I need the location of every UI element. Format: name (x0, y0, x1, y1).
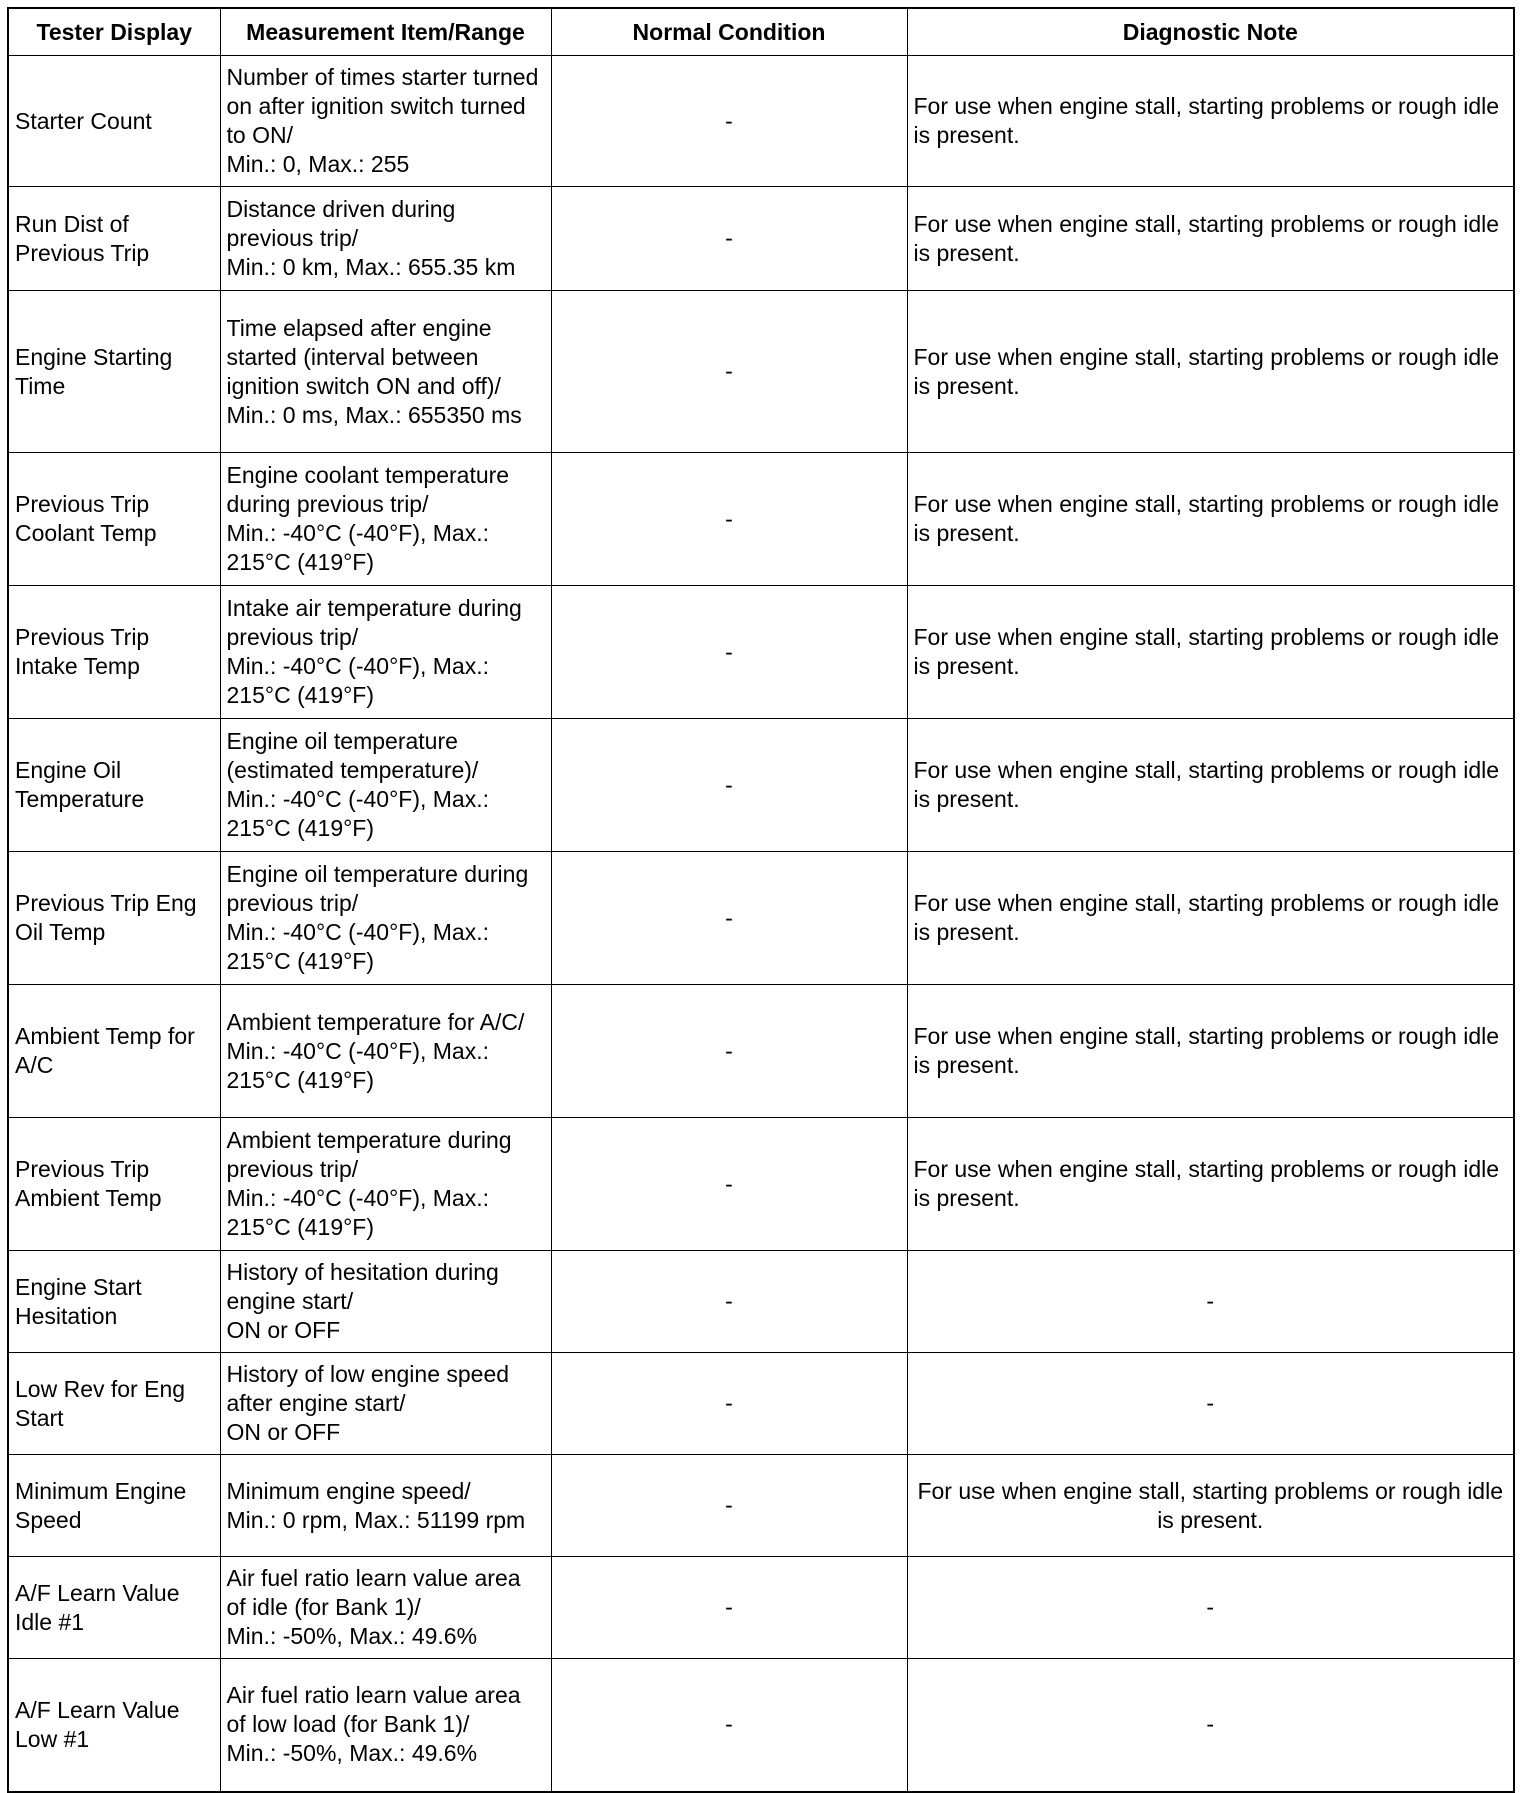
diagnostic-note-cell: For use when engine stall, starting problems or rough idle is present. (907, 187, 1514, 291)
normal-condition-cell: - (551, 1659, 907, 1792)
header-normal-condition: Normal Condition (551, 8, 907, 56)
tester-display-cell: Minimum Engine Speed (8, 1455, 220, 1557)
normal-condition-cell: - (551, 187, 907, 291)
measurement-range-cell: Ambient temperature for A/C/ Min.: -40°C (-40°F), Max.: 215°C (419°F) (220, 985, 551, 1118)
normal-condition-cell: - (551, 985, 907, 1118)
table-row (8, 852, 1514, 985)
table-row (8, 1659, 1514, 1792)
tester-display-cell: Engine Starting Time (8, 291, 220, 453)
measurement-range-cell: Time elapsed after engine started (interval between ignition switch ON and off)/ Min.: 0 ms, Max.: 655350 ms (220, 291, 551, 453)
diagnostic-note-cell: - (907, 1353, 1514, 1455)
table-row (8, 187, 1514, 291)
normal-condition-cell: - (551, 56, 907, 187)
diagnostic-note-cell: For use when engine stall, starting problems or rough idle is present. (907, 291, 1514, 453)
measurement-range-cell: Distance driven during previous trip/ Min.: 0 km, Max.: 655.35 km (220, 187, 551, 291)
normal-condition-cell: - (551, 719, 907, 852)
measurement-range-cell: Intake air temperature during previous trip/ Min.: -40°C (-40°F), Max.: 215°C (419°F) (220, 586, 551, 719)
table-row (8, 1118, 1514, 1251)
normal-condition-cell: - (551, 1455, 907, 1557)
table-header-row (8, 8, 1514, 56)
measurement-range-cell: Number of times starter turned on after ignition switch turned to ON/ Min.: 0, Max.: 255 (220, 56, 551, 187)
tester-display-cell: Ambient Temp for A/C (8, 985, 220, 1118)
table-row (8, 1353, 1514, 1455)
diagnostic-note-cell: - (907, 1251, 1514, 1353)
diagnostic-note-cell: For use when engine stall, starting problems or rough idle is present. (907, 985, 1514, 1118)
normal-condition-cell: - (551, 1557, 907, 1659)
measurement-range-cell: Ambient temperature during previous trip/ Min.: -40°C (-40°F), Max.: 215°C (419°F) (220, 1118, 551, 1251)
measurement-range-cell: Engine oil temperature during previous trip/ Min.: -40°C (-40°F), Max.: 215°C (419°F) (220, 852, 551, 985)
table-row (8, 719, 1514, 852)
tester-display-cell: A/F Learn Value Low #1 (8, 1659, 220, 1792)
table-row (8, 1455, 1514, 1557)
table-row (8, 56, 1514, 187)
diagnostic-note-cell: - (907, 1557, 1514, 1659)
table-row (8, 291, 1514, 453)
tester-display-cell: A/F Learn Value Idle #1 (8, 1557, 220, 1659)
normal-condition-cell: - (551, 1251, 907, 1353)
tester-display-cell: Previous Trip Ambient Temp (8, 1118, 220, 1251)
tester-display-cell: Run Dist of Previous Trip (8, 187, 220, 291)
measurement-range-cell: History of hesitation during engine start/ ON or OFF (220, 1251, 551, 1353)
table-row (8, 586, 1514, 719)
normal-condition-cell: - (551, 453, 907, 586)
measurement-range-cell: Engine coolant temperature during previous trip/ Min.: -40°C (-40°F), Max.: 215°C (419°F) (220, 453, 551, 586)
tester-display-cell: Previous Trip Intake Temp (8, 586, 220, 719)
diagnostic-note-cell: For use when engine stall, starting problems or rough idle is present. (907, 56, 1514, 187)
normal-condition-cell: - (551, 291, 907, 453)
diagnostic-note-cell: For use when engine stall, starting problems or rough idle is present. (907, 852, 1514, 985)
diagnostic-note-cell: For use when engine stall, starting problems or rough idle is present. (907, 1118, 1514, 1251)
table-row (8, 1251, 1514, 1353)
table-row (8, 1557, 1514, 1659)
normal-condition-cell: - (551, 852, 907, 985)
measurement-range-cell: History of low engine speed after engine start/ ON or OFF (220, 1353, 551, 1455)
tester-display-cell: Engine Oil Temperature (8, 719, 220, 852)
diagnostic-note-cell: - (907, 1659, 1514, 1792)
diagnostic-note-cell: For use when engine stall, starting problems or rough idle is present. (907, 453, 1514, 586)
header-tester-display: Tester Display (8, 8, 220, 56)
table-row (8, 453, 1514, 586)
tester-display-cell: Previous Trip Coolant Temp (8, 453, 220, 586)
diagnostic-note-cell: For use when engine stall, starting problems or rough idle is present. (907, 1455, 1514, 1557)
header-diagnostic-note: Diagnostic Note (907, 8, 1514, 56)
diagnostic-note-cell: For use when engine stall, starting problems or rough idle is present. (907, 719, 1514, 852)
tester-display-cell: Starter Count (8, 56, 220, 187)
tester-display-cell: Low Rev for Eng Start (8, 1353, 220, 1455)
measurement-range-cell: Minimum engine speed/ Min.: 0 rpm, Max.: 51199 rpm (220, 1455, 551, 1557)
diagnostic-note-cell: For use when engine stall, starting problems or rough idle is present. (907, 586, 1514, 719)
normal-condition-cell: - (551, 1353, 907, 1455)
tester-display-cell: Engine Start Hesitation (8, 1251, 220, 1353)
normal-condition-cell: - (551, 586, 907, 719)
measurement-range-cell: Air fuel ratio learn value area of idle (for Bank 1)/ Min.: -50%, Max.: 49.6% (220, 1557, 551, 1659)
measurement-range-cell: Engine oil temperature (estimated temperature)/ Min.: -40°C (-40°F), Max.: 215°C (419°F) (220, 719, 551, 852)
table-row (8, 985, 1514, 1118)
header-measurement-item-range: Measurement Item/Range (220, 8, 551, 56)
measurement-range-cell: Air fuel ratio learn value area of low load (for Bank 1)/ Min.: -50%, Max.: 49.6% (220, 1659, 551, 1792)
data-list-table (7, 7, 1515, 1793)
normal-condition-cell: - (551, 1118, 907, 1251)
tester-display-cell: Previous Trip Eng Oil Temp (8, 852, 220, 985)
